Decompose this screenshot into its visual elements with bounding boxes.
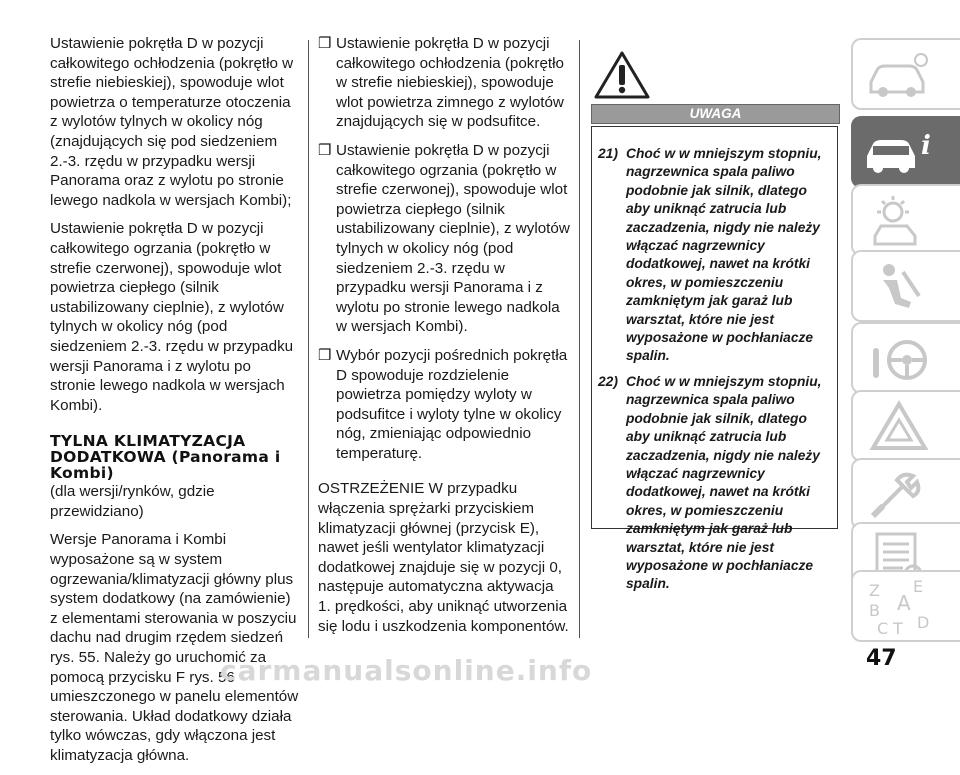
info-glyph: i <box>921 131 931 161</box>
bullet-text: Ustawienie pokrętła D w pozycji całkowitego ogrzania (pokrętło w strefie czerwonej), spowoduje wlot powietrza ciepłego (silnik ustabilizowany cieplnie), z wylotów tylnych w okolicy nóg (pod siedzeniem 2.-3. rzędu w przypadku wersji Panorama i z wylotu po stronie lewego nadkola w wersjach Kombi). <box>336 141 570 336</box>
index-letter: A <box>897 591 911 615</box>
warning-title: UWAGA <box>591 104 840 124</box>
tab-safety[interactable] <box>851 250 960 322</box>
warning-paragraph: OSTRZEŻENIE W przypadku włączenia sprężarki przyciskiem klimatyzacji głównej (przycisk E), nawet jeśli wentylator klimatyzacji dodatkowej znajduje się w pozycji 0, następuje automatyczna aktywacja 1. prędkości, aby uniknąć utworzenia się lodu i uszkodzenia komponentów. <box>318 480 569 635</box>
index-letter: T <box>893 619 903 636</box>
checkbox-bullet-icon: ❒ <box>318 35 332 52</box>
tab-car-info[interactable] <box>851 116 960 188</box>
checkbox-bullet-icon: ❒ <box>318 346 332 364</box>
bullet-text: Ustawienie pokrętła D w pozycji całkowitego ochłodzenia (pokrętło w strefie niebieskiej), spowoduje wlot powietrza zimnego z wylotów znajdujących się w podsufitce. <box>336 35 564 131</box>
warning-triangle-icon <box>594 50 650 100</box>
steering-key-icon <box>863 330 935 388</box>
paragraph-panorama-kombi: Wersje Panorama i Kombi wyposażone są w system ogrzewania/klimatyzacji główny plus system dodatkowy (na zamówienie) z elementami sterowania w poszyciu dachu nad drugim rzędem siedzeń rys. 55. Należy go uruchomić za pomocą przycisku F rys. 56 umieszczonego w panelu elementów sterowania. Układ dodatkowy działa tylko wówczas, gdy włączona jest klimatyzacja główna. <box>50 531 299 764</box>
tab-warning-lights[interactable] <box>851 184 960 256</box>
warning-item-text: Choć w w mniejszym stopniu, nagrzewnica spala paliwo podobnie jak silnik, dlatego aby uniknąć zatrucia lub zaczadzenia, nigdy nie należy włączać nagrzewnicy dodatkowej, nawet na krótki okres, w pomieszczeniu zamkniętym jak garaż lub warsztat, które nie jest wyposażone w pochłaniacze spalin. <box>626 373 822 592</box>
list-item <box>318 34 570 132</box>
index-letters-icon <box>863 578 935 636</box>
tab-index[interactable] <box>851 570 960 642</box>
tab-maintenance[interactable] <box>851 458 960 530</box>
tab-emergency[interactable] <box>851 390 960 462</box>
airbag-seat-icon <box>863 258 935 316</box>
index-letter: D <box>917 613 930 632</box>
section-subheading: (dla wersji/rynków, gdzie przewidziano) <box>50 483 215 520</box>
car-info-icon <box>861 122 941 180</box>
section-heading: TYLNA KLIMATYZACJA DODATKOWA (Panorama i Kombi) <box>50 432 281 483</box>
page-number: 47 <box>866 646 897 671</box>
list-item <box>318 141 570 337</box>
warning-item-number: 21) <box>598 146 618 161</box>
maintenance-icon <box>863 466 935 524</box>
car-overview-icon <box>863 46 935 104</box>
paragraph-cooling: Ustawienie pokrętła D w pozycji całkowitego ochłodzenia (pokrętło w strefie niebieskiej), spowoduje wlot powietrza o temperaturze otoczenia z wylotów tylnych w okolicy nóg (znajdujących się pod siedzeniem 2.-3. rzędu w przypadku wersji Panorama oraz z wylotu po stronie lewego nadkola w wersjach Kombi); <box>50 35 294 209</box>
index-letter: Z <box>869 581 880 600</box>
watermark: carmanualsonline.info <box>220 654 593 687</box>
warning-item-number: 22) <box>598 373 618 389</box>
tab-starting-driving[interactable] <box>851 322 960 394</box>
emergency-triangle-icon <box>863 398 935 456</box>
paragraph-heating: Ustawienie pokrętła D w pozycji całkowitego ogrzania (pokrętło w strefie czerwonej), spowoduje wlot powietrza ciepłego (silnik ustabilizowany cieplnie), z wylotów tylnych w okolicy nóg (pod siedzeniem 2.-3. rzędu w przypadku wersji Panorama i z wylotu po stronie lewego nadkola w wersjach Kombi). <box>50 220 294 414</box>
column-divider <box>579 40 580 638</box>
warning-item-text: Choć w w mniejszym stopniu, nagrzewnica spala paliwo podobnie jak silnik, dlatego aby uniknąć zatrucia lub zaczadzenia, nigdy nie należy włączać nagrzewnicy dodatkowej, nawet na krótki okres, w pomieszczeniu zamkniętym jak garaż lub warsztat, które nie jest wyposażone w pochłaniacze spalin. <box>626 146 822 364</box>
list-item <box>318 346 570 464</box>
warning-item <box>598 145 831 366</box>
middle-column <box>318 34 570 645</box>
warning-lights-icon <box>863 192 935 250</box>
index-letter: C <box>877 619 889 636</box>
column-divider <box>308 40 309 638</box>
index-letter: B <box>869 601 880 620</box>
warning-item <box>598 373 831 594</box>
warning-box <box>591 126 838 592</box>
index-letter: E <box>913 578 924 596</box>
bullet-text: Wybór pozycji pośrednich pokrętła D spowoduje rozdzielenie powietrza pomiędzy wyloty w podsufitce i wyloty tylne w okolicy nóg, zmieniając odpowiednio temperaturę. <box>336 346 568 462</box>
checkbox-bullet-icon: ❒ <box>318 141 332 159</box>
tab-car-overview[interactable] <box>851 38 960 110</box>
